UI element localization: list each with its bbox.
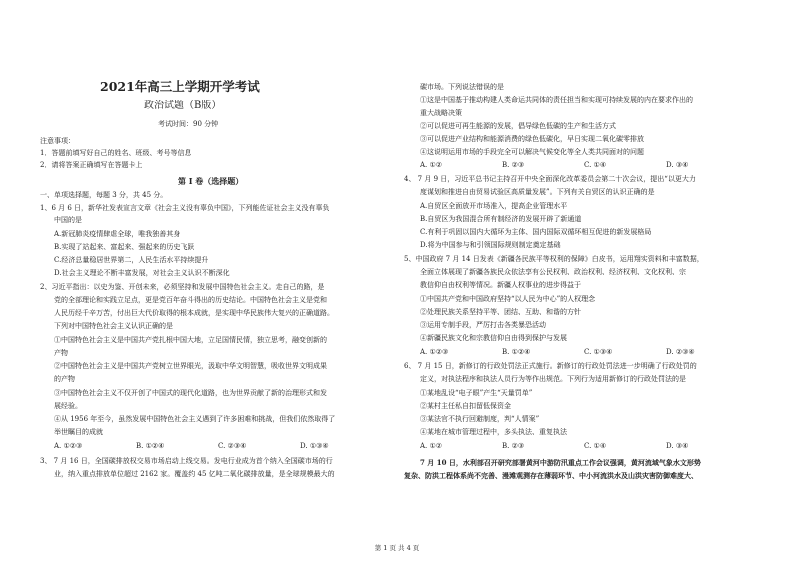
section-instruction: 一、单项选择题，每题 3 分，共 45 分。 bbox=[40, 191, 168, 199]
q6-item: ①某地乱设“电子眼”产生“天量罚单” bbox=[420, 389, 533, 397]
q6-choice-c: C. ①④ bbox=[584, 442, 607, 450]
q2-stem-line: 党的全部理论和实践立足点，更是党百年奋斗得出的历史结论。中国特色社会主义是党和 bbox=[54, 296, 327, 304]
q1-stem-line: 中国的是 bbox=[54, 216, 82, 224]
section-title: 第 I 卷（选择题） bbox=[178, 177, 244, 186]
q2-stem-line: 人民历经千辛万苦，付出巨大代价取得的根本成就，是实现中华民族伟大复兴的正确道路。 bbox=[54, 309, 334, 317]
q5-stem-line: 全面立体展现了新疆各族民众依法享有公民权利、政治权利、经济权利、文化权利、宗 bbox=[420, 268, 686, 276]
q1-option: A.新冠肺炎疫情肆虐全球，唯我独善其身 bbox=[54, 230, 181, 238]
q2-item: ③中国特色社会主义不仅开创了中国式的现代化道路，也为世界贡献了新的治理形式和发 bbox=[54, 389, 327, 397]
q3-stem-line: 业，纳入重点排放单位超过 2162 家。覆盖约 45 亿吨二氧化碳排放量，是全球规模最大的 bbox=[54, 470, 335, 478]
q4-option: B.自贸区为我国混合所有制经济的发展开辟了新通道 bbox=[420, 215, 582, 223]
q3-choice-c: C. ①④ bbox=[584, 161, 607, 169]
q1-option: C.经济总量稳居世界第二，人民生活水平持续提升 bbox=[54, 256, 209, 264]
note-item: 1．答题前填写好自己的姓名、班级、考号等信息 bbox=[40, 149, 192, 157]
q6-item: ④某地在城市管理过程中，多头执法、重复执法 bbox=[420, 428, 567, 436]
q1-option: D.社会主义理论不断丰富发展，对社会主义认识不断深化 bbox=[54, 269, 230, 277]
q2-stem-line: 2、习近平指出：以史为鉴、开创未来，必须坚持和发展中国特色社会主义。走自己的路，是 bbox=[40, 283, 325, 291]
exam-time: 考试时间：90 分钟 bbox=[158, 120, 219, 128]
q5-item: ④新疆民族文化和宗教信仰自由得到保护与发展 bbox=[420, 334, 567, 342]
q2-item: 的产物 bbox=[54, 375, 75, 383]
q5-choice-c: C. ①③④ bbox=[584, 348, 613, 356]
q3-item: ③可以促进产业结构和能源消费的绿色低碳化，早日实现二氧化碳零排放 bbox=[420, 135, 644, 143]
q3-item: ②可以促进可再生能源的发展，倡导绿色低碳的生产和生活方式 bbox=[420, 122, 616, 130]
q5-item: ①中国共产党和中国政府坚持“以人民为中心”的人权理念 bbox=[420, 295, 596, 303]
q6-choice-d: D. ③④ bbox=[666, 442, 689, 450]
q6-choice-a: A. ①② bbox=[420, 442, 443, 450]
q3-choice-d: D. ③④ bbox=[666, 161, 689, 169]
page-footer: 第 1 页 共 4 页 bbox=[374, 544, 420, 552]
q2-item: ②中国特色社会主义是中国共产党树立世界眼光，汲取中华文明智慧，吸收世界文明成果 bbox=[54, 362, 327, 370]
q3-item: ①这是中国基于推动构建人类命运共同体的责任担当和实现可持续发展的内在要求作出的 bbox=[420, 96, 693, 104]
q4-option: D.将为中国参与和引领国际规则制定奠定基础 bbox=[420, 241, 561, 249]
q6-stem-line: 定义，对执法程序和执法人员行为等作出规范。下列行为适用新修订的行政处罚法的是 bbox=[420, 375, 686, 383]
q4-stem-line: 度谋划和推进自由贸易试验区高质量发展”。下列有关自贸区的认识正确的是 bbox=[420, 188, 655, 196]
q5-item: ②处理民族关系坚持平等、团结、互助、和谐的方针 bbox=[420, 308, 581, 316]
q4-option: A.自贸区全面放开市场准入，提高企业管理水平 bbox=[420, 202, 568, 210]
q7-material-line: 复杂、防洪工程体系尚不完善、漫滩观测存在薄弱环节、中小河流洪水及山洪灾害防御难度大、 bbox=[404, 471, 698, 480]
q2-item: 展经验。 bbox=[54, 402, 82, 410]
q2-stem-line: 下列对中国特色社会主义认识正确的是 bbox=[54, 322, 173, 330]
q1-stem-line: 1、6 月 6 日，新华社发表宣言文章《社会主义没有辜负中国》，下列能佐证社会主义没有辜负 bbox=[40, 204, 330, 212]
q2-choice-c: C. ②③④ bbox=[218, 442, 247, 450]
q2-item: ①中国特色社会主义是中国共产党扎根中国大地，立足国情民情，独立思考，融变创新的 bbox=[54, 336, 327, 344]
q5-choice-d: D. ②③④ bbox=[666, 348, 695, 356]
q3-stem-line: 碳市场。下列说法错误的是 bbox=[420, 83, 504, 91]
q3-choice-b: B. ②③ bbox=[502, 161, 525, 169]
q2-item: 产物 bbox=[54, 349, 68, 357]
q2-item: 举世瞩目的成就 bbox=[54, 428, 103, 436]
exam-subtitle: 政治试题（B版） bbox=[144, 100, 222, 111]
q2-choice-d: D. ①③④ bbox=[300, 442, 329, 450]
q5-item: ③运用专制手段，严厉打击各类暴恐活动 bbox=[420, 321, 546, 329]
q4-stem-line: 4、 7 月 9 日，习近平总书记主持召开中央全面深化改革委员会第二十次会议，提出“以更大力 bbox=[404, 175, 696, 183]
q1-option: B.实现了站起来、富起来、强起来的历史飞跃 bbox=[54, 243, 195, 251]
q6-choice-b: B. ②③ bbox=[502, 442, 525, 450]
q7-material-line: 7 月 10 日，水利部召开研究部署黄河中游防汛重点工作会议强调，黄河流域气象水文形势 bbox=[420, 458, 701, 467]
q6-item: ③某法官不执行回避制度，判“人情案” bbox=[420, 415, 540, 423]
q5-choice-a: A. ①②③ bbox=[420, 348, 449, 356]
q6-stem-line: 6、 7 月 15 日，新修订的行政处罚法正式施行。新修订的行政处罚法进一步明确了行政处罚的 bbox=[404, 362, 697, 370]
q5-stem-line: 教信仰自由权利等情况。新疆人权事业的进步得益于 bbox=[420, 281, 581, 289]
q2-item: ④从 1956 年至今，虽然发展中国特色社会主义遇到了许多困难和挑战，但我们依然取得了 bbox=[54, 415, 336, 423]
q3-item: 重大战略决策 bbox=[420, 109, 462, 117]
q5-stem-line: 5、中国政府 7 月 14 日发表《新疆各民族平等权利的保障》白皮书，运用翔实资料和丰富数据， bbox=[404, 255, 704, 263]
q6-item: ②某村主任私自扣留低保资金 bbox=[420, 402, 511, 410]
notes-heading: 注意事项： bbox=[40, 137, 75, 145]
q2-choice-b: B. ①②④ bbox=[136, 442, 165, 450]
q3-stem-line: 3、 7 月 16 日，全国碳排放权交易市场启动上线交易。发电行业成为首个纳入全国碳市场的行 bbox=[40, 457, 333, 465]
q5-choice-b: B. ①②④ bbox=[502, 348, 531, 356]
q4-option: C.有利于巩固以国内大循环为主体、国内国际双循环相互促进的新发展格局 bbox=[420, 228, 652, 236]
q3-item: ④这说明运用市场的手段完全可以解决气候变化等全人类共同面对的问题 bbox=[420, 148, 644, 156]
exam-title: 2021年高三上学期开学考试 bbox=[100, 80, 260, 94]
q3-choice-a: A. ①② bbox=[420, 161, 443, 169]
q2-choice-a: A. ①②③ bbox=[54, 442, 83, 450]
note-item: 2．请将答案正确填写在答题卡上 bbox=[40, 161, 143, 169]
